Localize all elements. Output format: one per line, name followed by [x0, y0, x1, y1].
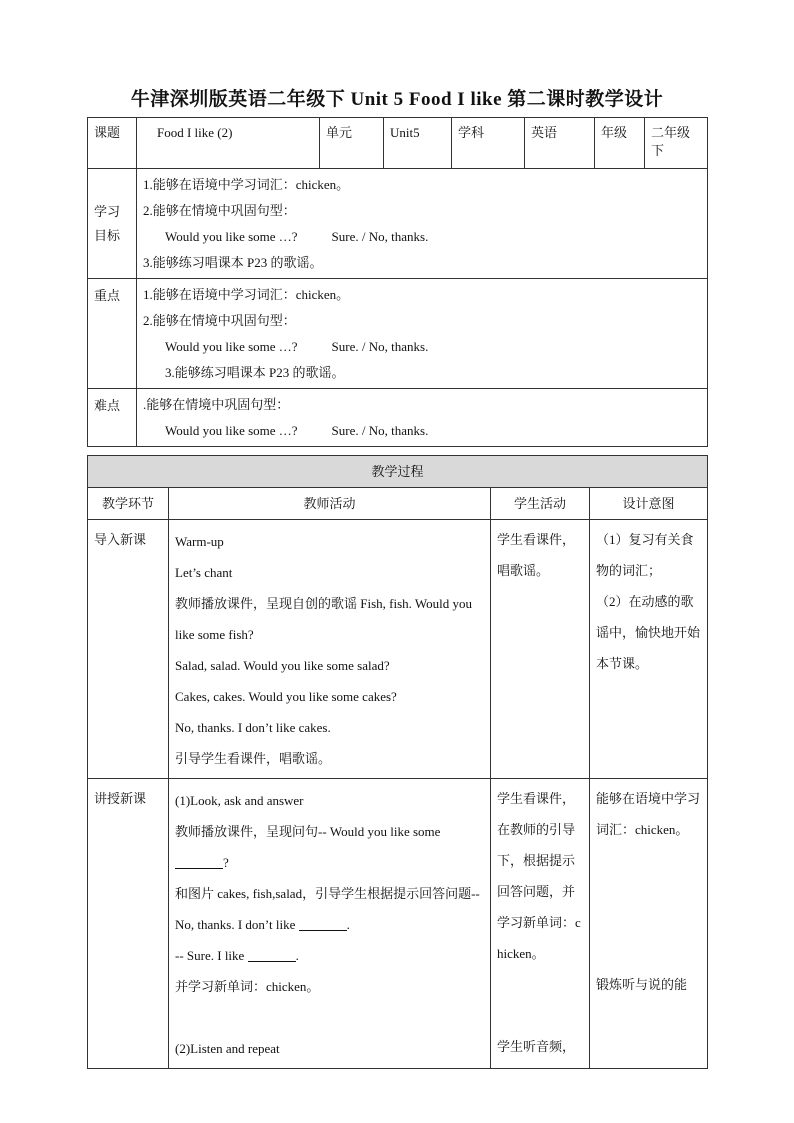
- header-student: 学生活动: [491, 488, 590, 520]
- key-line: 2.能够在情境中巩固句型：: [143, 313, 296, 328]
- objectives-label: 学习目标: [88, 169, 137, 279]
- answer-blank: [175, 855, 223, 869]
- teacher-line: Let’s chant: [175, 565, 233, 580]
- process-header-row: [88, 488, 708, 520]
- stage-cell: 讲授新课: [88, 779, 169, 1069]
- spacer: [596, 845, 701, 969]
- teacher-line: Warm-up: [175, 534, 224, 549]
- key-content: [137, 279, 708, 389]
- spacer: [497, 969, 583, 1031]
- header-teacher: 教师活动: [169, 488, 491, 520]
- course-label: 课题: [88, 118, 137, 169]
- process-title: 教学过程: [88, 456, 708, 488]
- key-line: 3.能够练习唱课本 P23 的歌谣。: [165, 365, 345, 380]
- student-activity: 学生看课件，唱歌谣。: [491, 520, 590, 779]
- key-points-row: [88, 279, 708, 389]
- teacher-line: Salad, salad. Would you like some salad?: [175, 658, 390, 673]
- difficulty-sentence-line: Would you like some …? Sure. / No, thanks.: [165, 423, 429, 438]
- student-line: 学生听音频，: [497, 1039, 576, 1054]
- teacher-activity: [169, 779, 491, 1069]
- lesson-info-table: [87, 117, 708, 447]
- student-activity: [491, 779, 590, 1069]
- difficulty-label: 难点: [88, 389, 137, 447]
- header-purpose: 设计意图: [590, 488, 708, 520]
- teacher-line: 引导学生看课件，唱歌谣。: [175, 751, 332, 766]
- difficulty-row: [88, 389, 708, 447]
- key-line: 1.能够在语境中学习词汇：chicken。: [143, 287, 350, 302]
- teacher-line: -- Sure. I like .: [175, 948, 299, 963]
- page-title: 牛津深圳版英语二年级下 Unit 5 Food I like 第二课时教学设计: [130, 89, 664, 110]
- key-sentence-line: Would you like some …? Sure. / No, thanks.: [165, 339, 429, 354]
- purpose-line: （1）复习有关食物的词汇；: [596, 532, 694, 578]
- key-label: 重点: [88, 279, 137, 389]
- objective-sentence-line: Would you like some …? Sure. / No, thanks.: [165, 229, 429, 244]
- grade-label: 年级: [595, 118, 645, 169]
- grade-value: 二年级下: [645, 118, 708, 169]
- course-value: Food I like (2): [137, 118, 320, 169]
- teaching-process-table: [87, 455, 708, 1069]
- subject-label: 学科: [452, 118, 525, 169]
- header-stage: 教学环节: [88, 488, 169, 520]
- teacher-line: 教师播放课件，呈现问句-- Would you like some ?: [175, 824, 441, 870]
- objective-line: 2.能够在情境中巩固句型：: [143, 203, 296, 218]
- objective-line: 3.能够练习唱课本 P23 的歌谣。: [143, 255, 323, 270]
- spacer: [175, 1002, 484, 1033]
- process-row-new-lesson: [88, 779, 708, 1069]
- unit-value: Unit5: [384, 118, 452, 169]
- objective-line: 1.能够在语境中学习词汇：chicken。: [143, 177, 350, 192]
- teacher-line: 教师播放课件，呈现自创的歌谣 Fish, fish. Would you like some fish?: [175, 596, 473, 642]
- teacher-line: Cakes, cakes. Would you like some cakes?: [175, 689, 397, 704]
- info-header-row: [88, 118, 708, 169]
- subject-value: 英语: [525, 118, 595, 169]
- teacher-activity: [169, 520, 491, 779]
- difficulty-content: [137, 389, 708, 447]
- design-purpose: [590, 520, 708, 779]
- purpose-line: （2）在动感的歌谣中，愉快地开始本节课。: [596, 594, 701, 671]
- purpose-line: 锻炼听与说的能: [596, 977, 688, 992]
- answer-blank: [299, 917, 347, 931]
- design-purpose: [590, 779, 708, 1069]
- teacher-line: (1)Look, ask and answer: [175, 793, 304, 808]
- student-line: 学生看课件，在教师的引导下，根据提示回答问题，并学习新单词：chicken。: [497, 791, 581, 961]
- objectives-content: [137, 169, 708, 279]
- process-row-intro: [88, 520, 708, 779]
- difficulty-line: .能够在情境中巩固句型：: [143, 397, 290, 412]
- unit-label: 单元: [320, 118, 384, 169]
- teacher-line: No, thanks. I don’t like cakes.: [175, 720, 331, 735]
- objectives-row: [88, 169, 708, 279]
- teacher-line: (2)Listen and repeat: [175, 1041, 280, 1056]
- stage-cell: 导入新课: [88, 520, 169, 779]
- process-title-row: [88, 456, 708, 488]
- teacher-line: 并学习新单词：chicken。: [175, 979, 320, 994]
- teacher-line: 和图片 cakes, fish,salad，引导学生根据提示回答问题-- No, thanks. I don’t like .: [175, 886, 480, 932]
- answer-blank: [248, 948, 296, 962]
- purpose-line: 能够在语境中学习词汇：chicken。: [596, 791, 701, 837]
